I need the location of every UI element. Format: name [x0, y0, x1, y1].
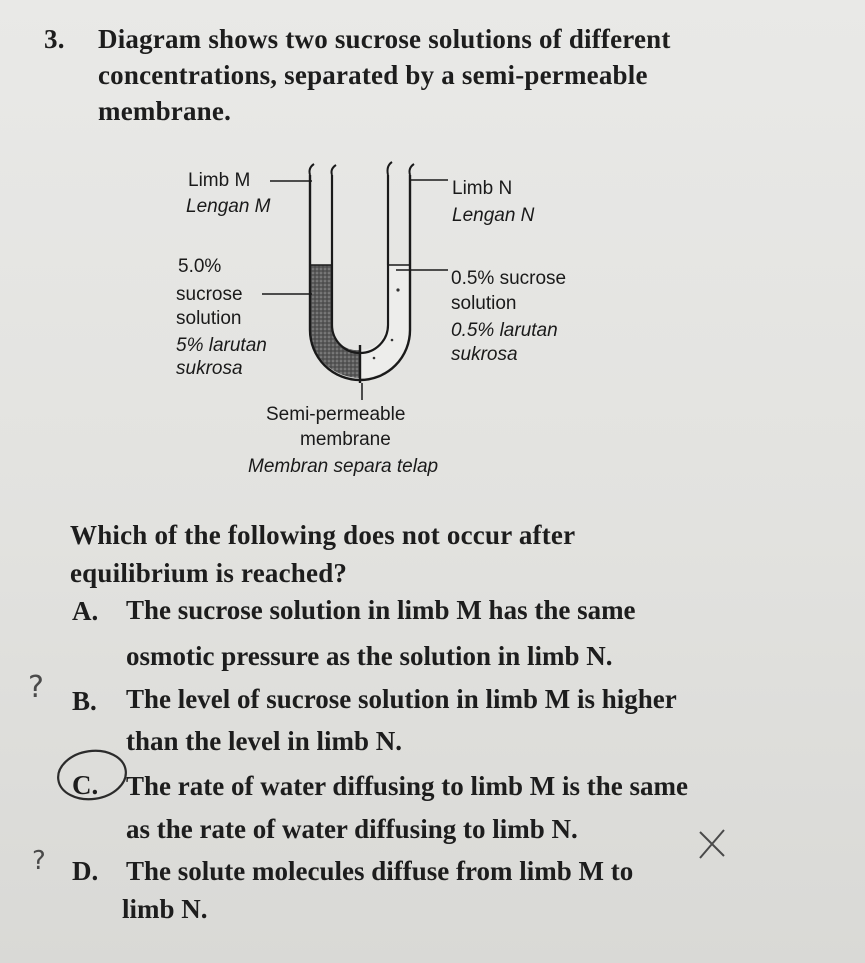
cross-mark	[700, 830, 724, 858]
right-solution-line-2: solution	[451, 293, 517, 314]
option-d-line-2: limb N.	[122, 894, 208, 924]
question-stem-line-1: Diagram shows two sucrose solutions of different	[98, 24, 671, 54]
u-tube-inner-wall	[332, 175, 388, 353]
limb-m-label-malay: Lengan M	[186, 196, 271, 217]
left-solution-concentration: 5.0%	[178, 256, 222, 277]
option-d-line-1: The solute molecules diffuse from limb M to	[126, 856, 634, 886]
tube-lip	[332, 165, 337, 175]
question-mark-d: ?	[32, 846, 46, 876]
limb-n-label: Limb N	[452, 178, 513, 199]
tube-lip	[410, 164, 415, 175]
right-solution-line-1: 0.5% sucrose	[451, 268, 567, 289]
option-b-letter: B.	[72, 686, 97, 716]
solution-dot	[396, 288, 399, 291]
dilute-solution	[360, 265, 410, 378]
tube-lip	[388, 162, 393, 175]
right-solution-malay-1: 0.5% larutan	[451, 320, 558, 341]
option-c-line-2: as the rate of water diffusing to limb N.	[126, 814, 578, 844]
option-a-line-2: osmotic pressure as the solution in limb N.	[126, 641, 613, 671]
limb-m-label: Limb M	[188, 170, 251, 191]
solution-dot	[373, 357, 376, 360]
membrane-label-2: membrane	[300, 429, 391, 450]
option-d-letter: D.	[72, 856, 99, 886]
membrane-label-1: Semi-permeable	[266, 404, 406, 425]
left-solution-malay-1: 5% larutan	[176, 335, 267, 356]
left-solution-word-1: sucrose	[176, 284, 243, 305]
question-number: 3.	[44, 24, 65, 54]
limb-n-label-malay: Lengan N	[452, 205, 535, 226]
membrane-label-malay: Membran separa telap	[248, 456, 439, 477]
option-c-letter: C.	[72, 770, 99, 800]
option-b-line-1: The level of sucrose solution in limb M is higher	[126, 684, 677, 714]
tube-lip	[310, 164, 315, 175]
option-a-line-1: The sucrose solution in limb M has the same	[126, 595, 636, 625]
right-solution-malay-2: sukrosa	[451, 344, 518, 365]
solution-dot	[391, 339, 394, 342]
left-solution-malay-2: sukrosa	[176, 358, 243, 379]
question-mark-b: ?	[28, 670, 44, 705]
question-stem-line-2: concentrations, separated by a semi-permeable	[98, 60, 648, 90]
option-c-line-1: The rate of water diffusing to limb M is the same	[126, 771, 688, 801]
left-solution-word-2: solution	[176, 308, 242, 329]
option-a-letter: A.	[72, 596, 99, 626]
prompt-line-2: equilibrium is reached?	[70, 558, 348, 588]
concentrated-solution	[310, 265, 360, 378]
prompt-line-1: Which of the following does not occur after	[70, 520, 576, 550]
option-b-line-2: than the level in limb N.	[126, 726, 403, 756]
question-stem-line-3: membrane.	[98, 96, 232, 126]
